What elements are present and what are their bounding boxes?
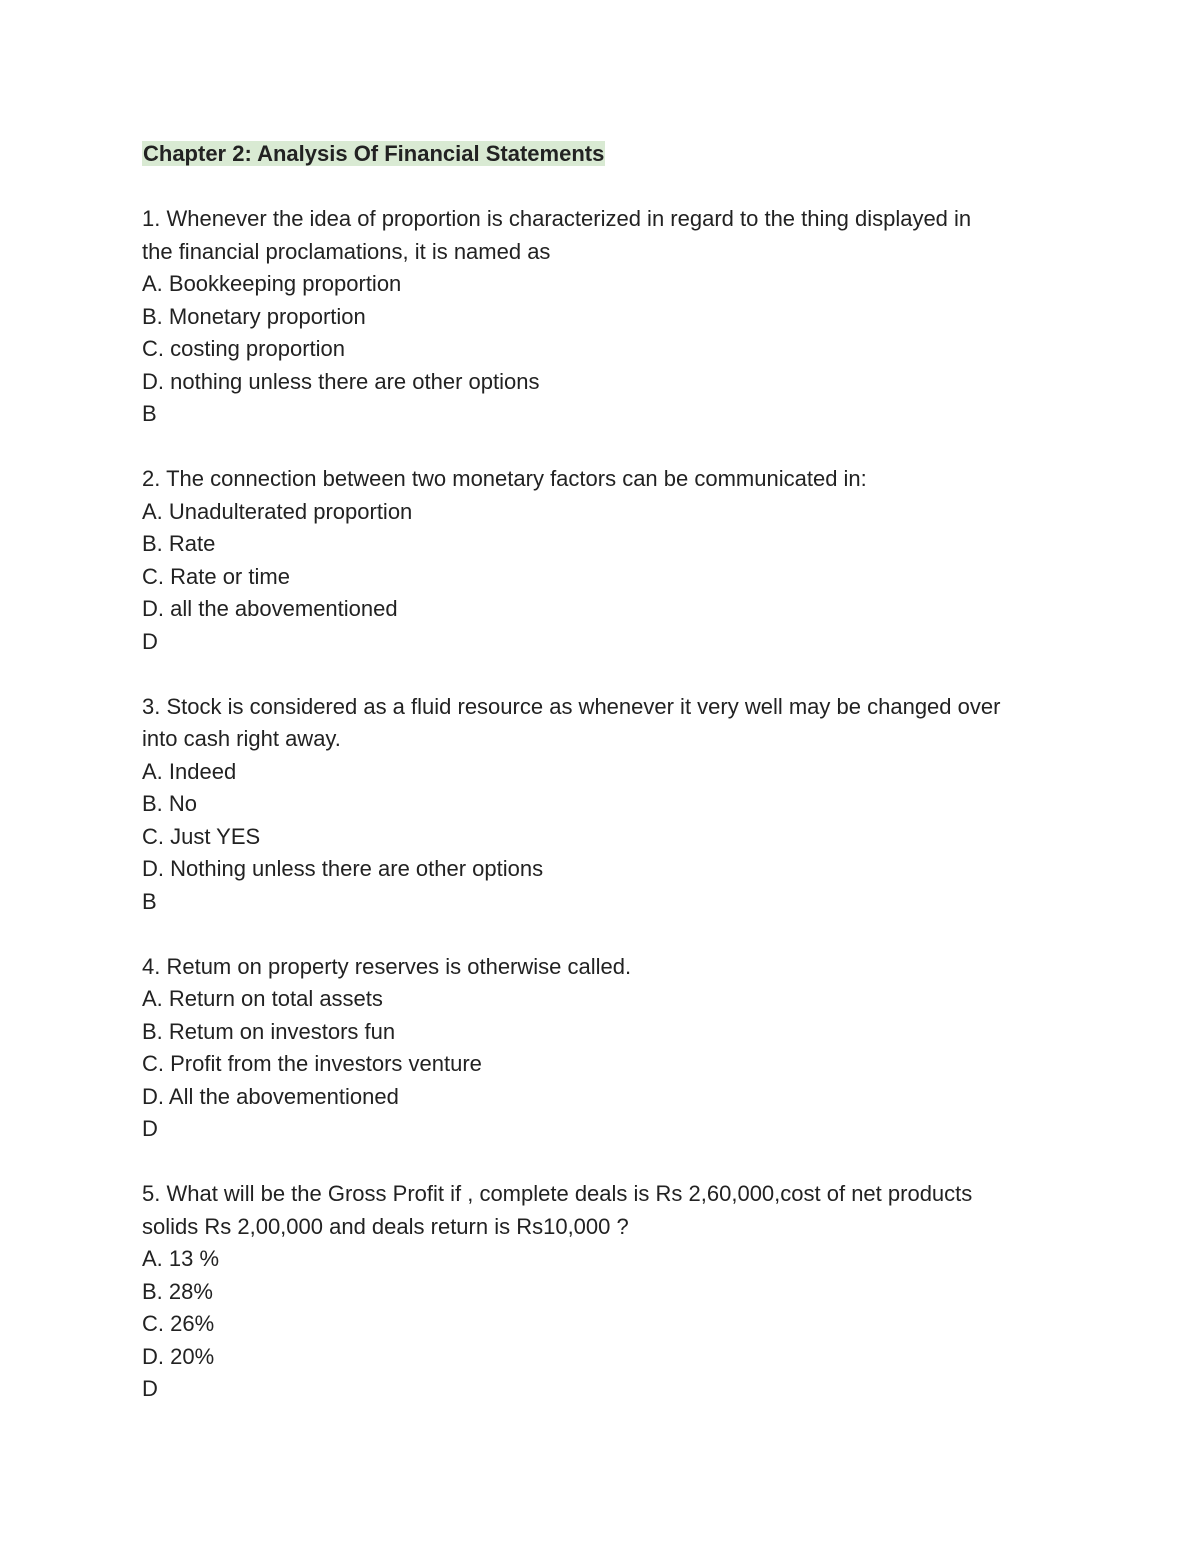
option-b: B. Rate [142, 531, 216, 556]
option-b: B. Retum on investors fun [142, 1018, 396, 1044]
question-block-5 [142, 1178, 1072, 1406]
spacer [142, 171, 1072, 204]
answer: B [142, 888, 157, 914]
chapter-title-line [142, 138, 1072, 171]
spacer [142, 431, 1072, 464]
question-text: 1. Whenever the idea of proportion is characterized in regard to the thing displayed in [142, 206, 972, 231]
option-d: D. Nothing unless there are other options [142, 856, 544, 881]
question-block-1 [142, 203, 1072, 431]
question-block-3 [142, 691, 1072, 919]
question-text: into cash right away. [142, 726, 341, 751]
question-text: the financial proclamations, it is named as [142, 238, 551, 264]
question-text: 4. Retum on property reserves is otherwise called. [142, 953, 632, 979]
option-c: C. Just YES [142, 823, 261, 849]
option-a: A. Bookkeeping proportion [142, 271, 402, 296]
question-block-2 [142, 463, 1072, 658]
option-b: B. Monetary proportion [142, 303, 366, 329]
spacer [142, 1146, 1072, 1179]
chapter-title: Chapter 2: Analysis Of Financial Statements [143, 141, 605, 166]
answer: B [142, 401, 157, 426]
option-a: A. Indeed [142, 758, 237, 784]
option-a: A. 13 % [142, 1246, 220, 1271]
option-c: C. 26% [142, 1311, 215, 1336]
question-text: 2. The connection between two monetary factors can be communicated in: [142, 466, 867, 491]
question-block-4 [142, 951, 1072, 1146]
question-text: solids Rs 2,00,000 and deals return is Rs10,000 ? [142, 1213, 629, 1239]
question-text: 5. What will be the Gross Profit if , complete deals is Rs 2,60,000,cost of net products [142, 1181, 973, 1206]
option-d: D. All the abovementioned [142, 1083, 399, 1109]
option-b: B. No [142, 791, 198, 816]
option-b: B. 28% [142, 1278, 213, 1304]
option-a: A. Unadulterated proportion [142, 498, 413, 524]
answer: D [142, 1116, 158, 1141]
option-d: D. all the abovementioned [142, 596, 398, 621]
answer: D [142, 628, 158, 654]
option-c: C. Rate or time [142, 563, 290, 589]
document-page [142, 138, 1072, 1406]
option-d: D. nothing unless there are other options [142, 368, 540, 394]
option-d: D. 20% [142, 1343, 215, 1369]
answer: D [142, 1376, 158, 1401]
spacer [142, 918, 1072, 951]
spacer [142, 658, 1072, 691]
option-c: C. costing proportion [142, 336, 345, 361]
option-a: A. Return on total assets [142, 986, 383, 1011]
option-c: C. Profit from the investors venture [142, 1051, 482, 1076]
question-text: 3. Stock is considered as a fluid resource as whenever it very well may be changed over [142, 693, 1001, 719]
